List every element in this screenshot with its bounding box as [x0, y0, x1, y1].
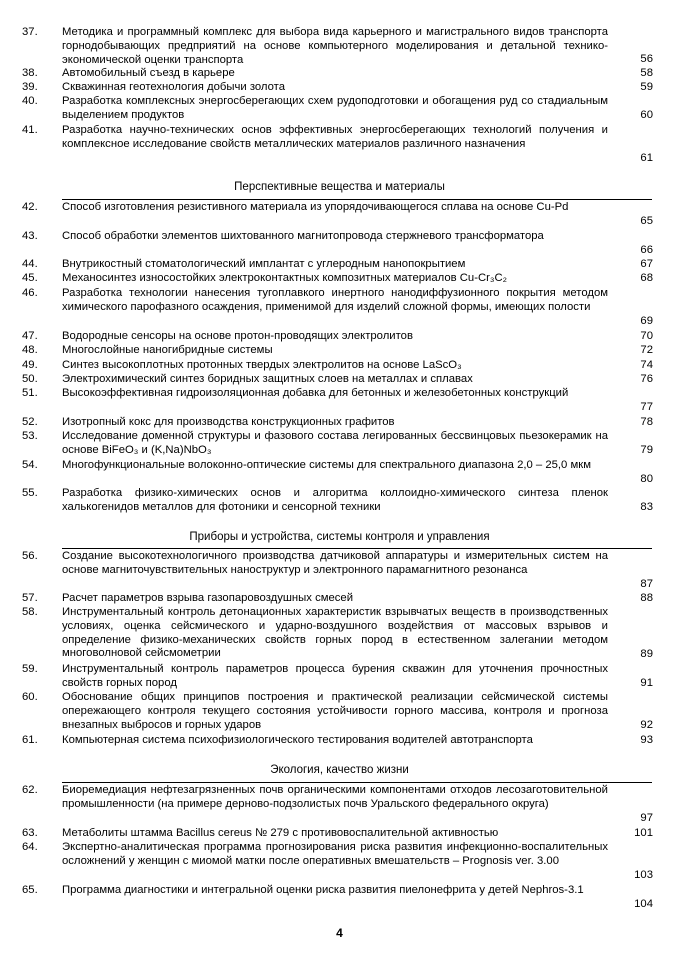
entry-number: 65. — [22, 884, 38, 896]
entry-title: Инструментальный контроль параметров процесса бурения скважин для уточнения прочностных свойств горных пород — [62, 663, 608, 689]
toc-entry — [0, 430, 679, 458]
page-number: 4 — [336, 926, 343, 940]
toc-entry — [0, 784, 679, 826]
toc-entry — [0, 487, 679, 515]
entry-number: 42. — [22, 201, 38, 213]
entry-page: 76 — [640, 373, 653, 386]
entry-page: 93 — [640, 734, 653, 747]
entry-number: 38. — [22, 67, 38, 79]
entry-page: 58 — [640, 67, 653, 80]
entry-page: 89 — [640, 648, 653, 661]
entry-title: Разработка комплексных энергосберегающих схем рудоподготовки и обогащения руд со стадиальным выделением продуктов — [62, 95, 608, 121]
entry-number: 61. — [22, 734, 38, 746]
entry-page: 103 — [634, 869, 653, 882]
entry-number: 44. — [22, 258, 38, 270]
entry-number: 55. — [22, 487, 38, 499]
entry-title: Разработка физико-химических основ и алгоритма коллоидно-химического синтеза пленок халькогенидов металлов для фотоники и сенсорной техники — [62, 487, 608, 513]
entry-number: 40. — [22, 95, 38, 107]
toc-entry — [0, 67, 679, 81]
entry-title: Синтез высокоплотных протонных твердых электролитов на основе LaScO₃ — [62, 359, 462, 371]
entry-title: Разработка научно-технических основ эффективных энергосберегающих технологий получения и комплексное исследование свойств металлических материалов различного назначения — [62, 124, 608, 150]
entry-number: 47. — [22, 330, 38, 342]
toc-entry — [0, 344, 679, 358]
entry-number: 56. — [22, 550, 38, 562]
entry-number: 54. — [22, 459, 38, 471]
entry-title: Автомобильный съезд в карьере — [62, 67, 235, 79]
entry-number: 57. — [22, 592, 38, 604]
entry-number: 51. — [22, 387, 38, 399]
entry-number: 59. — [22, 663, 38, 675]
toc-entry — [0, 272, 679, 286]
entry-title: Обоснование общих принципов построения и практической реализации сейсмической системы опережающего контроля текущего состояния устойчивости горного массива, контроля и прогноза внезапных выбросов и горных ударов — [62, 691, 608, 731]
entry-page: 68 — [640, 272, 653, 285]
toc-entry — [0, 230, 679, 258]
toc-entry — [0, 691, 679, 733]
entry-number: 52. — [22, 416, 38, 428]
toc-entry — [0, 359, 679, 373]
entry-number: 63. — [22, 827, 38, 839]
section-divider — [62, 199, 652, 200]
entry-title: Инструментальный контроль детонационных характеристик взрывчатых веществ в производственных условиях, оценка сейсмического и ударно-воздушного воздействия от массовых взрывов и определение физико-механических свойств горных пород в естественном залегании методом многоволновой сейсмометрии — [62, 606, 608, 660]
entry-page: 74 — [640, 359, 653, 372]
entry-title: Способ изготовления резистивного материала из упорядочивающегося сплава на основе Cu-Pd — [62, 201, 569, 213]
entry-title: Многофункциональные волоконно-оптические системы для спектрального диапазона 2,0 – 25,0 мкм — [62, 459, 591, 471]
entry-title: Механосинтез износостойких электроконтактных композитных материалов Cu-Cr₃C₂ — [62, 272, 508, 284]
entry-title: Электрохимический синтез боридных защитных слоев на металлах и сплавах — [62, 373, 473, 385]
toc-entry — [0, 459, 679, 487]
entry-title: Водородные сенсоры на основе протон-проводящих электролитов — [62, 330, 413, 342]
entry-page: 92 — [640, 719, 653, 732]
entry-page: 56 — [640, 53, 653, 66]
entry-number: 64. — [22, 841, 38, 853]
entry-title: Многослойные наногибридные системы — [62, 344, 273, 356]
toc-entry — [0, 258, 679, 272]
entry-number: 43. — [22, 230, 38, 242]
entry-page: 67 — [640, 258, 653, 271]
entry-page: 80 — [640, 473, 653, 486]
entry-title: Расчет параметров взрыва газопаровоздушных смесей — [62, 592, 354, 604]
toc-entry — [0, 827, 679, 841]
entry-title: Программа диагностики и интегральной оценки риска развития пиелонефрита у детей Nephros-3.1 — [62, 884, 584, 896]
entry-title: Метаболиты штамма Bacillus cereus № 279 с противовоспалительной активностью — [62, 827, 499, 839]
entry-title: Высокоэффективная гидроизоляционная добавка для бетонных и железобетонных конструкций — [62, 387, 569, 399]
entry-page: 97 — [640, 812, 653, 825]
toc-entry — [0, 330, 679, 344]
entry-number: 48. — [22, 344, 38, 356]
entry-title: Исследование доменной структуры и фазового состава легированных бессвинцовых пьезокерамик на основе BiFeO₃ и (K,Na)NbO₃ — [62, 430, 608, 456]
entry-page: 70 — [640, 330, 653, 343]
section-divider — [62, 782, 652, 783]
entry-number: 41. — [22, 124, 38, 136]
entry-page: 72 — [640, 344, 653, 357]
section-heading: Перспективные вещества и материалы — [234, 181, 445, 193]
entry-page: 88 — [640, 592, 653, 605]
toc-entry — [0, 663, 679, 691]
entry-title: Методика и программный комплекс для выбора вида карьерного и магистрального видов транспорта горнодобывающих предприятий на основе компьютерного моделирования и детальной технико-экономической оценки транспорта — [62, 26, 608, 66]
entry-title: Экспертно-аналитическая программа прогнозирования риска развития инфекционно-воспалительных осложнений у женщин с миомой матки после оперативных вмешательств – Prognosis ver. 3.00 — [62, 841, 608, 867]
toc-entry — [0, 606, 679, 662]
toc-entry — [0, 416, 679, 430]
entry-number: 50. — [22, 373, 38, 385]
entry-page: 87 — [640, 578, 653, 591]
entry-number: 37. — [22, 26, 38, 38]
entry-page: 78 — [640, 416, 653, 429]
entry-number: 45. — [22, 272, 38, 284]
entry-number: 60. — [22, 691, 38, 703]
entry-title: Разработка технологии нанесения тугоплавкого инертного нанодиффузионного покрытия методом химического парофазного осаждения, применимой для изделий сложной формы, имеющих полости — [62, 287, 608, 313]
toc-entry — [0, 884, 679, 912]
entry-number: 49. — [22, 359, 38, 371]
section-heading: Экология, качество жизни — [270, 764, 409, 776]
toc-entry — [0, 373, 679, 387]
entry-title: Компьютерная система психофизиологического тестирования водителей автотранспорта — [62, 734, 533, 746]
entry-title: Способ обработки элементов шихтованного магнитопровода стержневого трансформатора — [62, 230, 544, 242]
entry-page: 59 — [640, 81, 653, 94]
toc-entry — [0, 734, 679, 748]
toc-entry — [0, 841, 679, 883]
toc-entry — [0, 26, 679, 67]
toc-entry — [0, 81, 679, 95]
entry-title: Создание высокотехнологичного производства датчиковой аппаратуры и измерительных систем на основе магниточувствительных наноструктур и электронного парамагнитного резонанса — [62, 550, 608, 576]
entry-title: Изотропный кокс для производства конструкционных графитов — [62, 416, 395, 428]
entry-page: 104 — [634, 898, 653, 911]
entry-page: 65 — [640, 215, 653, 228]
section-heading: Приборы и устройства, системы контроля и управления — [189, 531, 490, 543]
entry-title: Биоремедиация нефтезагрязненных почв органическими компонентами отходов лесозаготовительной промышленности (на примере дерново-подзолистых почв Уральского федерального округа) — [62, 784, 608, 810]
toc-entry — [0, 124, 679, 166]
entry-page: 61 — [640, 152, 653, 165]
entry-page: 79 — [640, 444, 653, 457]
toc-entry — [0, 95, 679, 123]
entry-page: 77 — [640, 401, 653, 414]
entry-number: 58. — [22, 606, 38, 618]
entry-page: 66 — [640, 244, 653, 257]
entry-page: 101 — [634, 827, 653, 840]
toc-entry — [0, 592, 679, 606]
entry-title: Внутрикостный стоматологический имплантат с углеродным нанопокрытием — [62, 258, 466, 270]
entry-number: 53. — [22, 430, 38, 442]
entry-page: 60 — [640, 109, 653, 122]
toc-entry — [0, 550, 679, 592]
entry-title: Скважинная геотехнология добычи золота — [62, 81, 285, 93]
toc-entry — [0, 201, 679, 229]
section-divider — [62, 548, 652, 549]
entry-page: 83 — [640, 501, 653, 514]
entry-page: 91 — [640, 677, 653, 690]
entry-number: 62. — [22, 784, 38, 796]
toc-entry — [0, 387, 679, 415]
entry-page: 69 — [640, 315, 653, 328]
entry-number: 46. — [22, 287, 38, 299]
entry-number: 39. — [22, 81, 38, 93]
toc-entry — [0, 287, 679, 329]
